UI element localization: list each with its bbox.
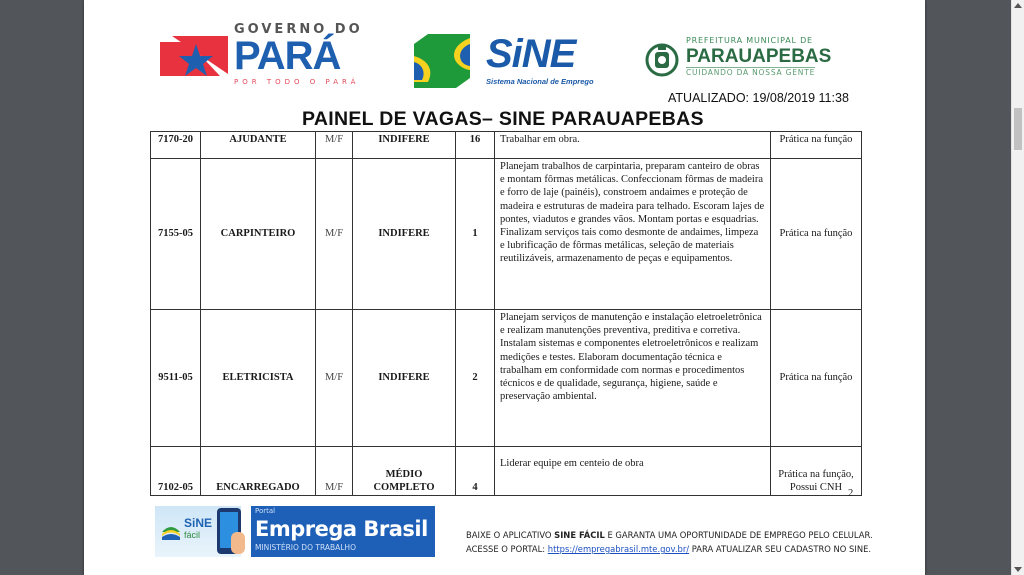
emprega-brasil-banner: [155, 506, 435, 557]
scroll-up-arrow-icon[interactable]: [1014, 3, 1022, 8]
governo-para-wordmark: [234, 22, 370, 87]
logo-prefeitura-tagline: CUIDANDO DA NOSSA GENTE: [686, 68, 816, 77]
prefeitura-parauapebas-logo: [643, 36, 833, 82]
description: Planejam serviços de manutenção e instalação eletroeletrônica e realizam manutenções preventiva, preditiva e corretiva. Instalam sistemas e componentes eletroeletrônicos e realizam medições e testes. Elaboram documentação técnica e trabalham em conformidade com normas e procedimentos técnicos e de qualidade, segurança, higiene, saúde e preservação ambiental.: [495, 310, 771, 447]
ministry-label: MINISTÉRIO DO TRABALHO: [255, 543, 356, 552]
quantity: 4: [456, 447, 495, 496]
cbo-code: 7170-20: [151, 132, 201, 159]
governo-para-logo: [160, 22, 370, 94]
portal-link[interactable]: https://empregabrasil.mte.gov.br/: [547, 544, 690, 554]
occupation: ELETRICISTA: [201, 310, 316, 447]
table-row: [151, 447, 862, 496]
scrollbar-thumb[interactable]: [1014, 108, 1022, 150]
table-row: [151, 310, 862, 447]
logo-prefeitura-main: PARAUAPEBAS: [686, 46, 832, 67]
footer-notice: [466, 528, 873, 556]
footer-line-2-suffix: PARA ATUALIZAR SEU CADASTRO NO SINE.: [689, 544, 872, 554]
page-title: PAINEL DE VAGAS– SINE PARAUAPEBAS: [302, 108, 704, 130]
description: Liderar equipe em centeio de obra: [495, 447, 771, 496]
scroll-down-arrow-icon[interactable]: [1014, 567, 1022, 572]
logo-prefeitura-top: PREFEITURA MUNICIPAL DE: [686, 36, 813, 45]
cbo-code: 9511-05: [151, 310, 201, 447]
occupation: ENCARREGADO: [201, 447, 316, 496]
requirements: Prática na função: [771, 159, 862, 310]
quantity: 2: [456, 310, 495, 447]
footer-line-1-suffix: E GARANTA UMA OPORTUNIDADE DE EMPREGO PELO CELULAR.: [604, 530, 873, 540]
sine-facil-sub: fácil: [184, 530, 201, 540]
footer-line-2: [466, 542, 873, 556]
occupation: AJUDANTE: [201, 132, 316, 159]
requirements: Prática na função, Possui CNH: [771, 447, 862, 496]
requirements: Prática na função: [771, 310, 862, 447]
requirements: Prática na função: [771, 132, 862, 159]
logo-governo-tagline: POR TODO O PARÁ: [234, 78, 360, 86]
quantity: 1: [456, 159, 495, 310]
sine-wordmark: [486, 34, 594, 86]
footer-line-1-prefix: BAIXE O APLICATIVO: [466, 530, 555, 540]
portal-name: Emprega Brasil: [255, 517, 428, 541]
quantity: 16: [456, 132, 495, 159]
sex: M/F: [316, 159, 353, 310]
para-flag-icon: [160, 36, 228, 80]
vacancies-table: [150, 131, 862, 496]
portal-panel: [251, 506, 435, 557]
portal-label: Portal: [255, 507, 276, 515]
sex: M/F: [316, 310, 353, 447]
brazil-flag-icon: [414, 34, 470, 88]
footer-line-2-prefix: ACESSE O PORTAL:: [466, 544, 548, 554]
hand-icon: [231, 532, 245, 554]
updated-timestamp: ATUALIZADO: 19/08/2019 11:38: [668, 91, 849, 105]
table-row: [151, 132, 862, 159]
sine-logo: [414, 34, 614, 90]
education: INDIFERE: [353, 310, 456, 447]
table-row: [151, 159, 862, 310]
education: MÉDIO COMPLETO: [353, 447, 456, 496]
logo-sine-subtitle: Sistema Nacional de Emprego: [486, 77, 594, 86]
page-number: 2: [848, 488, 854, 499]
logo-governo-main: PARÁ: [234, 34, 341, 78]
sine-facil-panel: [155, 506, 241, 557]
description: Planejam trabalhos de carpintaria, preparam canteiro de obras e montam fôrmas metálicas. Confeccionam fôrmas de madeira e forro de laje (painéis), constroem andaimes e proteção de madeira e estruturas de madeira para telhado. Escoram lajes de pontes, viadutos e grandes vãos. Montam portas e esquadrias. Finalizam serviços tais como desmonte de andaimes, limpeza e lubrificação de fôrmas metálicas, seleção de materiais reutilizáveis, armazenamento de peças e equipamentos.: [495, 159, 771, 310]
sine-facil-main: SiNE: [184, 516, 213, 530]
sex: M/F: [316, 447, 353, 496]
education: INDIFERE: [353, 159, 456, 310]
sex: M/F: [316, 132, 353, 159]
sine-facil-app-icon: [160, 520, 182, 542]
prefeitura-wordmark: [686, 36, 831, 78]
coat-of-arms-icon: [643, 40, 681, 78]
logo-governo-top: GOVERNO DO: [234, 22, 363, 37]
description: Trabalhar em obra.: [495, 132, 771, 159]
app-name: SINE FÁCIL: [554, 530, 605, 540]
vertical-scrollbar[interactable]: [1011, 0, 1024, 575]
footer-line-1: [466, 528, 873, 542]
cbo-code: 7102-05: [151, 447, 201, 496]
cbo-code: 7155-05: [151, 159, 201, 310]
occupation: CARPINTEIRO: [201, 159, 316, 310]
logo-sine-main: SiNE: [486, 32, 576, 76]
sine-facil-wordmark: [184, 517, 212, 540]
education: INDIFERE: [353, 132, 456, 159]
